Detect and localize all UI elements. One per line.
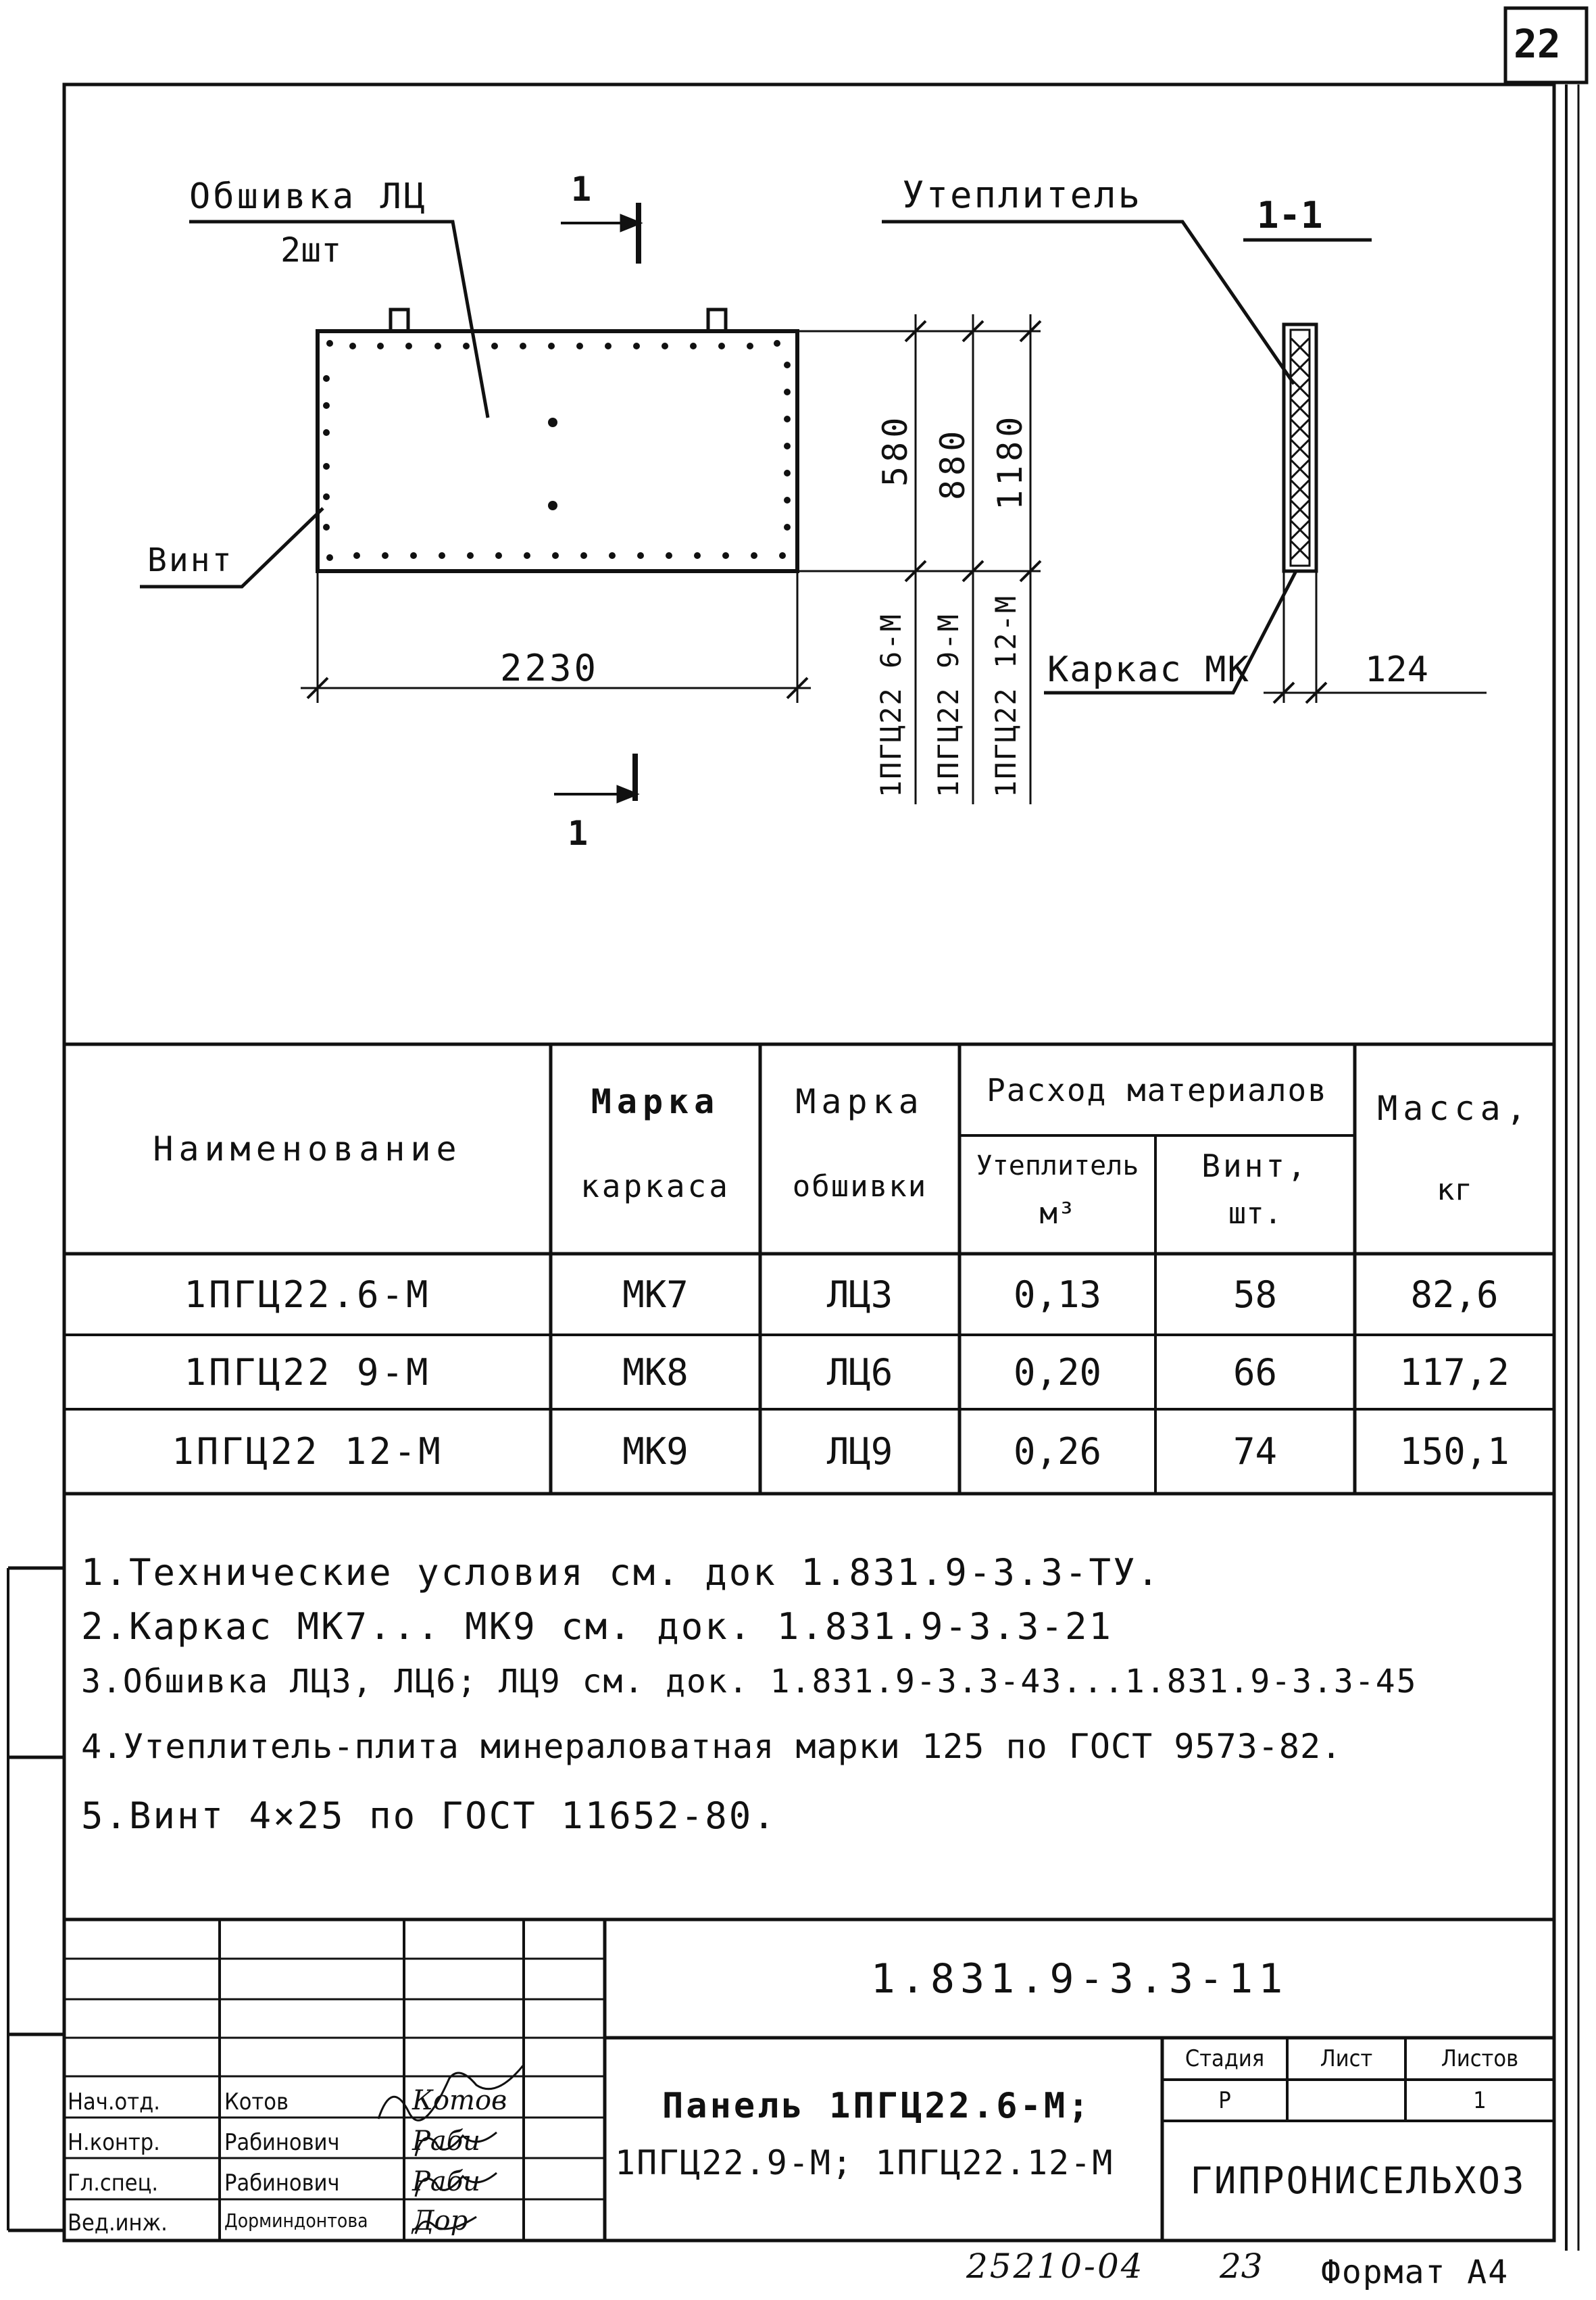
height-mark-12: 1ПГЦ22 12-М [989,594,1022,798]
format-label: Формат А4 [1321,2253,1510,2291]
table-row-mass: 117,2 [1399,1350,1510,1394]
height-mark-6: 1ПГЦ22 6-М [874,613,907,798]
screw-label: Винт [147,541,234,579]
inventory-number: 25210-04 [966,2247,1145,2286]
note-3: 3.Обшивка ЛЦ3, ЛЦ6; ЛЦ9 см. док. 1.831.9-3.3-43...1.831.9-3.3-45 [81,1663,1418,1700]
sheets-label: Листов [1441,2045,1519,2072]
person-role: Н.контр. [68,2129,160,2156]
insulation-hatch [1087,318,1514,561]
th-frame-1: Марка [591,1082,720,1121]
sheet-number: 22 [1514,21,1561,67]
lug-left [391,310,408,331]
th-sheath-2: обшивки [792,1169,928,1204]
note-1: 1.Технические условия см. док 1.831.9-3.3-ТУ. [81,1551,1161,1594]
section-mark-bottom: 1 [568,814,589,853]
dim-height-1180: 1180 [991,412,1030,510]
dim-thickness: 124 [1365,650,1428,690]
table-row-frame: МК7 [622,1273,689,1316]
stage-value: Р [1218,2086,1231,2114]
th-insulation-unit: м³ [1039,1196,1076,1231]
title-line-2: 1ПГЦ22.9-М; 1ПГЦ22.12-М [615,2143,1114,2182]
person-signature: Раби [412,2126,480,2157]
th-mass: Масса, [1377,1089,1532,1128]
table-row-mass: 82,6 [1410,1273,1499,1316]
table-row-insulation: 0,26 [1013,1430,1102,1473]
table-row-frame: МК8 [622,1350,689,1394]
frame-label: Каркас МК [1047,650,1250,690]
table-row-sheath: ЛЦ6 [826,1350,893,1394]
note-2: 2.Каркас МК7... МК9 см. док. 1.831.9-3.3-21 [81,1605,1113,1648]
person-signature: Раби [412,2166,480,2197]
lug-right [708,310,726,331]
sheet-value [1287,2080,1405,2121]
table-row-screws: 74 [1232,1430,1278,1473]
th-sheath-1: Марка [795,1082,924,1121]
dim-height-580: 580 [876,413,915,487]
note-4: 4.Утеплитель-плита минераловатная марки 125 по ГОСТ 9573-82. [81,1727,1343,1766]
table-row-insulation: 0,13 [1013,1273,1102,1316]
person-signature: Котов [412,2085,507,2116]
section-label: 1-1 [1257,194,1323,237]
person-signature: Дор [412,2205,468,2236]
sheet-label: Лист [1320,2045,1373,2072]
sheathing-label: Обшивка ЛЦ [189,176,428,217]
table-row-name: 1ПГЦ22.6-М [184,1273,431,1316]
table-row-screws: 66 [1232,1350,1278,1394]
table-row-frame: МК9 [622,1430,689,1473]
stage-label: Стадия [1184,2045,1265,2072]
table-row-insulation: 0,20 [1013,1350,1102,1394]
person-name: Котов [224,2088,289,2115]
th-mass-unit: кг [1437,1172,1472,1207]
section-mark-top: 1 [571,170,592,209]
th-consumption: Расход материалов [987,1071,1328,1108]
dim-length: 2230 [500,647,599,689]
note-5: 5.Винт 4×25 по ГОСТ 11652-80. [81,1794,777,1837]
table-row-screws: 58 [1232,1273,1278,1316]
dim-height-880: 880 [933,426,972,500]
screw-dots [323,340,791,561]
table-row-sheath: ЛЦ9 [826,1430,893,1473]
person-name: Рабинович [224,2129,340,2156]
person-role: Вед.инж. [68,2209,168,2236]
person-role: Нач.отд. [68,2088,160,2115]
insulation-label: Утеплитель [902,174,1143,216]
person-name: Рабинович [224,2170,340,2197]
person-role: Гл.спец. [68,2170,159,2197]
height-mark-9: 1ПГЦ22 9-М [932,613,965,798]
table-row-sheath: ЛЦ3 [826,1273,893,1316]
th-insulation: Утеплитель [976,1150,1139,1181]
person-name: Дорминдонтова [224,2209,368,2232]
sheets-value: 1 [1473,2086,1487,2114]
th-screw: Винт, [1201,1148,1309,1184]
sheathing-qty: 2шт [280,230,342,270]
doc-code: 1.831.9-3.3-11 [870,1955,1289,2003]
page-number: 23 [1220,2247,1263,2286]
table-row-name: 1ПГЦ22 9-М [184,1350,431,1394]
table-row-mass: 150,1 [1399,1430,1510,1473]
organization: ГИПРОНИСЕЛЬХОЗ [1190,2159,1526,2202]
table-row-name: 1ПГЦ22 12-М [172,1430,443,1473]
panel-front-view [318,331,797,571]
th-screw-unit: шт. [1228,1196,1282,1231]
th-name: Наименование [153,1129,462,1169]
title-line-1: Панель 1ПГЦ22.6-М; [662,2086,1092,2126]
th-frame-2: каркаса [580,1168,730,1204]
